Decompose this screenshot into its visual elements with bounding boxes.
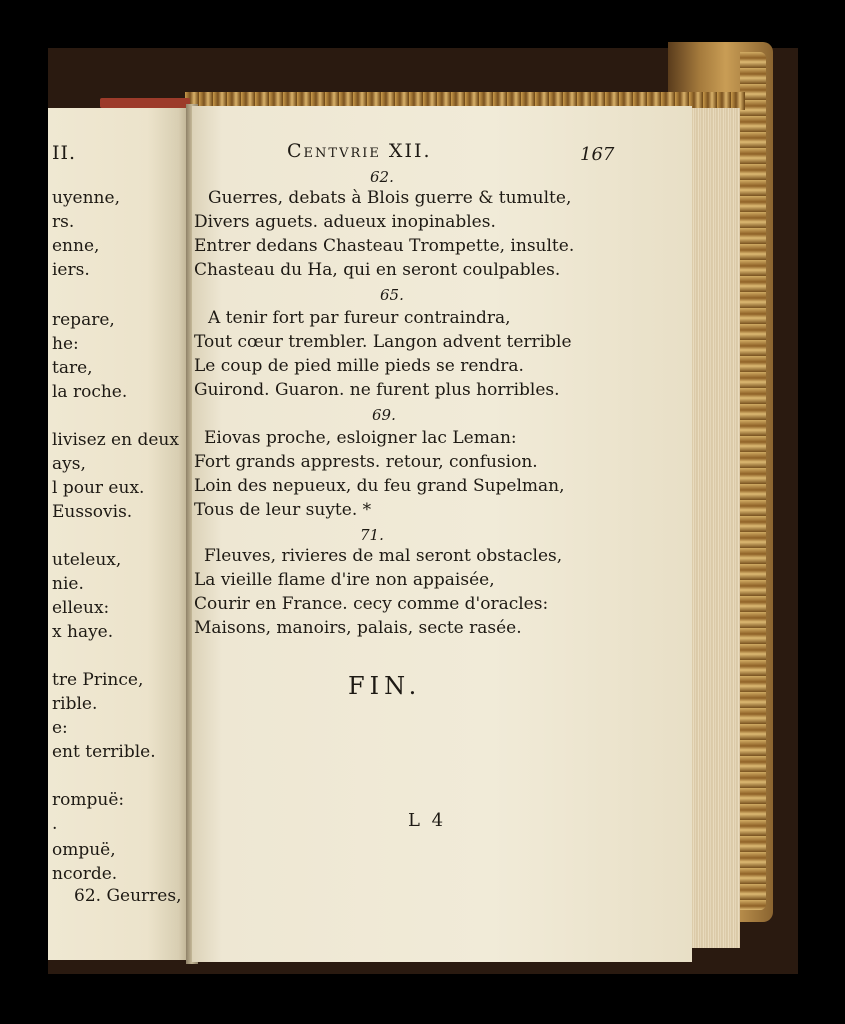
left-line: l pour eux. [52, 478, 145, 498]
left-line: livisez en deux [52, 430, 179, 450]
verse-line: Guerres, debats à Blois guerre & tumulte, [208, 188, 572, 208]
catchword: 62. Geurres, [74, 886, 182, 906]
left-running-title: II. [52, 142, 77, 164]
verse-line: A tenir fort par fureur contraindra, [208, 308, 511, 328]
left-line: ent terrible. [52, 742, 156, 762]
bookmark-ribbon [100, 98, 190, 108]
verse-line: Fleuves, rivieres de mal seront obstacles, [204, 546, 563, 566]
verse-line: Eiovas proche, esloigner lac Leman: [204, 428, 517, 448]
verse-line: Tous de leur suyte. * [194, 500, 372, 520]
left-line: x haye. [52, 622, 114, 642]
verse-line: Chasteau du Ha, qui en seront coulpables. [194, 260, 561, 280]
left-page [48, 108, 190, 960]
quatrain-number: 62. [370, 168, 394, 186]
left-line: tare, [52, 358, 93, 378]
left-line: Eussovis. [52, 502, 133, 522]
left-line: iers. [52, 260, 90, 280]
left-line: nie. [52, 574, 84, 594]
quatrain-number: 65. [380, 286, 404, 304]
verse-line: Courir en France. cecy comme d'oracles: [194, 594, 549, 614]
left-line: he: [52, 334, 79, 354]
quatrain-number: 71. [360, 526, 384, 544]
verse-line: Maisons, manoirs, palais, secte rasée. [194, 618, 522, 638]
verse-line: Le coup de pied mille pieds se rendra. [194, 356, 524, 376]
left-line: elleux: [52, 598, 110, 618]
left-line: rible. [52, 694, 98, 714]
page-edges [690, 108, 740, 948]
left-line: rompuë: [52, 790, 125, 810]
left-line: . [52, 814, 58, 834]
left-line: tre Prince, [52, 670, 144, 690]
verse-line: Loin des nepueux, du feu grand Supelman, [194, 476, 565, 496]
left-line: ays, [52, 454, 86, 474]
left-line: uyenne, [52, 188, 120, 208]
left-line: repare, [52, 310, 115, 330]
verse-line: Fort grands apprests. retour, confusion. [194, 452, 538, 472]
verse-line: Guirond. Guaron. ne furent plus horribles. [194, 380, 560, 400]
gilt-cover-border [740, 52, 766, 910]
running-title: Centvrie XII. [287, 140, 432, 162]
left-line: ompuë, [52, 840, 116, 860]
left-line: la roche. [52, 382, 128, 402]
signature-mark: L 4 [408, 810, 447, 831]
right-page [192, 106, 692, 962]
quatrain-number: 69. [372, 406, 396, 424]
verse-line: Entrer dedans Chasteau Trompette, insulte. [194, 236, 575, 256]
left-line: enne, [52, 236, 100, 256]
left-line: rs. [52, 212, 75, 232]
left-line: uteleux, [52, 550, 122, 570]
verse-line: La vieille flame d'ire non appaisée, [194, 570, 495, 590]
verse-line: Divers aguets. adueux inopinables. [194, 212, 496, 232]
end-mark: FIN. [348, 672, 422, 700]
verse-line: Tout cœur trembler. Langon advent terrible [194, 332, 572, 352]
left-line: ncorde. [52, 864, 118, 884]
page-number: 167 [580, 144, 615, 165]
left-line: e: [52, 718, 68, 738]
